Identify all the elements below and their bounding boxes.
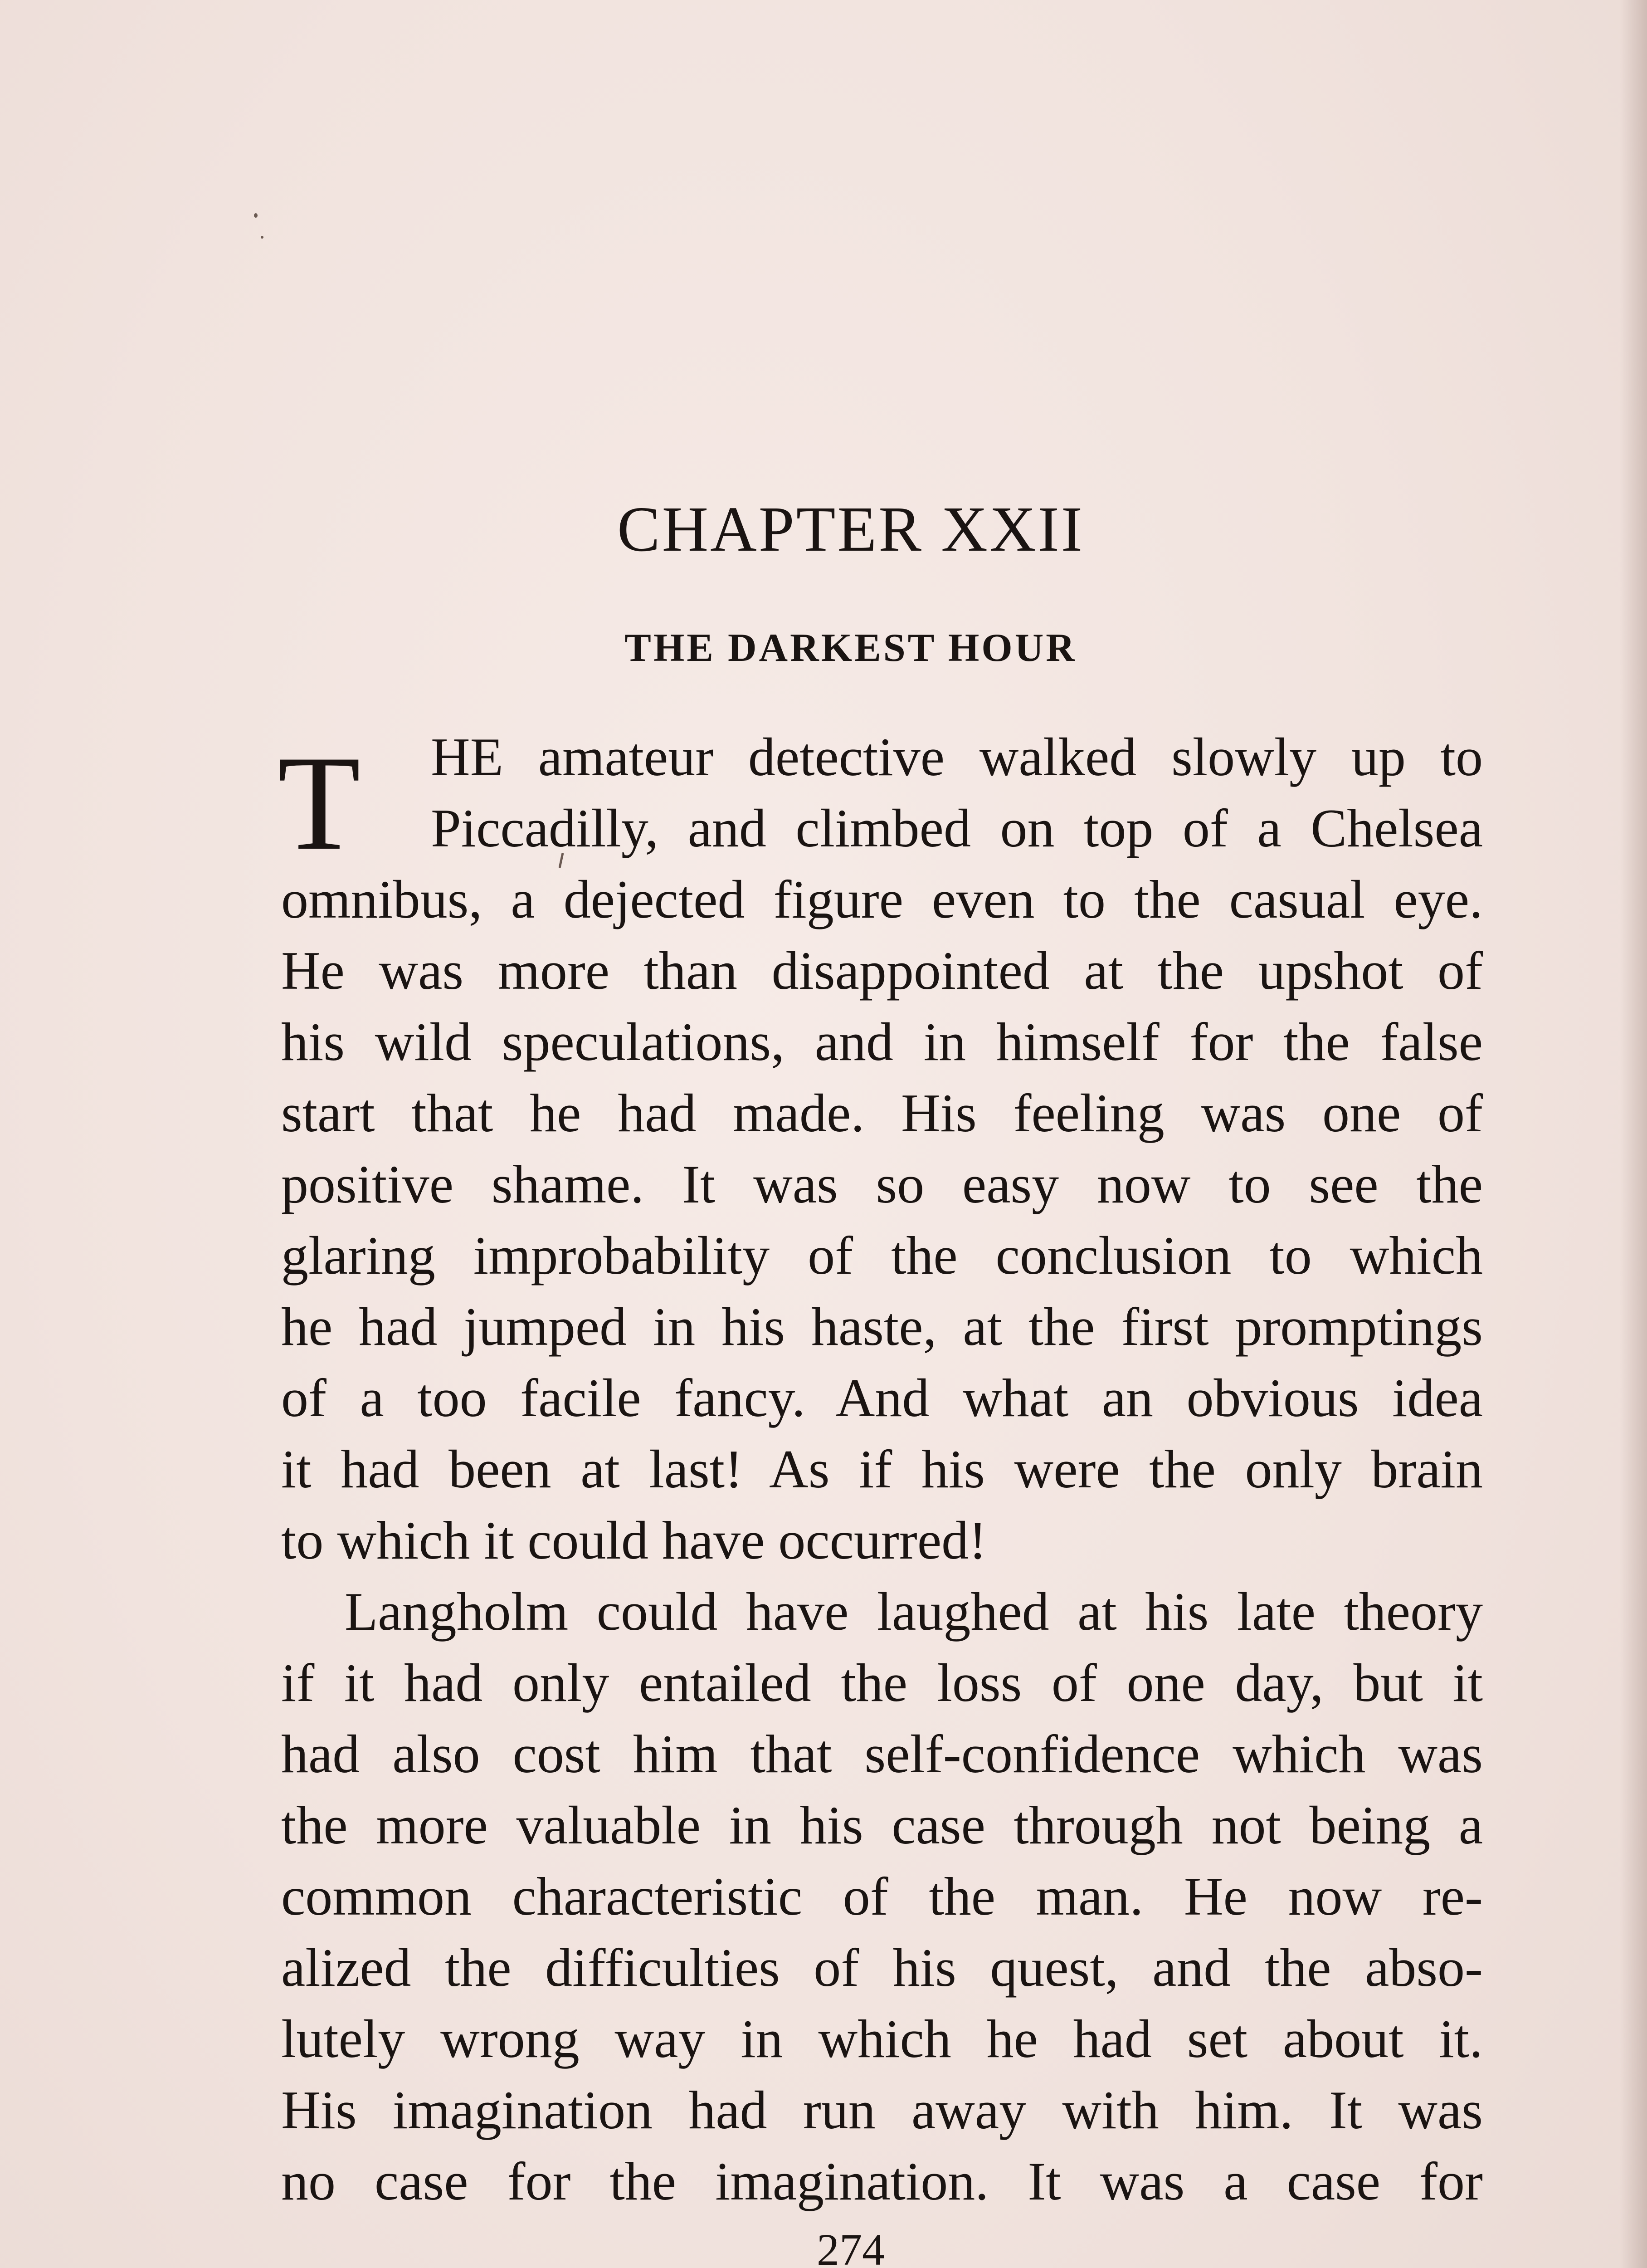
text-line: lutely wrong way in which he had set about it. (281, 2009, 1483, 2069)
chapter-subtitle: THE DARKEST HOUR (624, 626, 1077, 670)
text-line: He was more than disappointed at the upshot of (281, 940, 1483, 1001)
text-line: start that he had made. His feeling was one of (281, 1083, 1483, 1143)
text-line: he had jumped in his haste, at the first promptings (281, 1296, 1483, 1357)
text-line: of a too facile fancy. And what an obvious idea (281, 1368, 1483, 1428)
text-line: alized the difficulties of his quest, and the abso- (281, 1937, 1483, 1998)
text-line: the more valuable in his case through not being a (281, 1795, 1483, 1855)
text-line: no case for the imagination. It was a case for (281, 2151, 1483, 2211)
text-line: glaring improbability of the conclusion to which (281, 1225, 1483, 1286)
drop-cap: T (278, 728, 361, 878)
paragraph-1 (278, 721, 1483, 1576)
paragraph-2 (281, 1576, 1483, 2217)
text-line: HE amateur detective walked slowly up to (431, 727, 1483, 787)
text-line: positive shame. It was so easy now to see the (281, 1154, 1483, 1214)
text-line: common characteristic of the man. He now re- (281, 1866, 1483, 1926)
page-number: 274 (817, 2224, 885, 2268)
text-line: Piccadilly, and climbed on top of a Chelsea (431, 798, 1483, 858)
text-line: Langholm could have laughed at his late theory (345, 1581, 1483, 1642)
text-line: if it had only entailed the loss of one day, but it (281, 1652, 1483, 1713)
text-line: had also cost him that self-confidence which was (281, 1724, 1483, 1784)
chapter-title: CHAPTER XXII (617, 493, 1085, 565)
text-line: his wild speculations, and in himself for the false (281, 1012, 1483, 1072)
body-text (278, 721, 1483, 2217)
text-line: to which it could have occurred! (281, 1510, 987, 1570)
text-line: omnibus, a dejected figure even to the casual eye. (281, 869, 1483, 929)
page-edge-shadow (1620, 0, 1647, 2268)
text-line: it had been at last! As if his were the only brain (281, 1439, 1483, 1499)
text-line: His imagination had run away with him. It was (281, 2080, 1483, 2140)
